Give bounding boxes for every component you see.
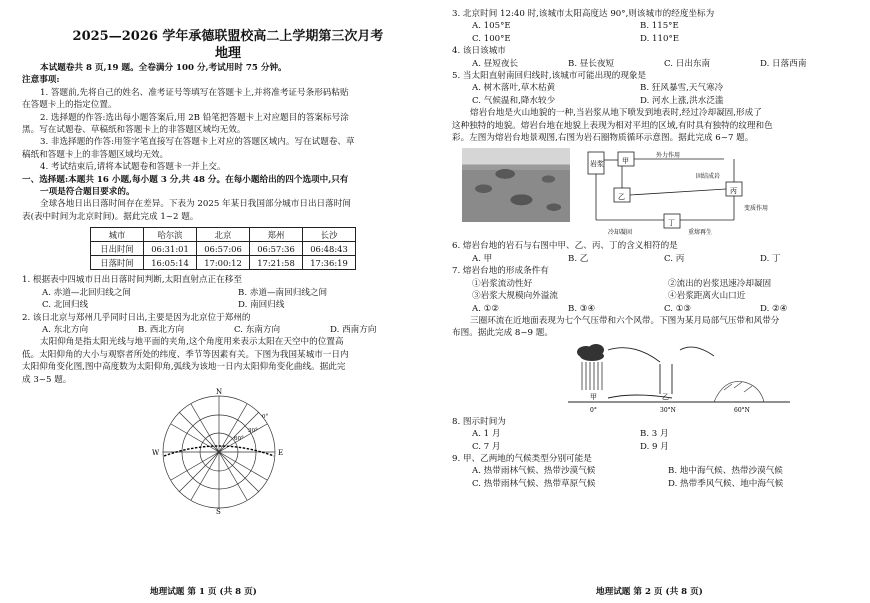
table-header: 城市 [91, 228, 144, 242]
rock-cycle-diagram [584, 148, 774, 238]
option: C. 气候温和,降水较少 [472, 95, 556, 106]
statement: ④岩浆距离火山口近 [668, 291, 746, 302]
option: C. ①③ [664, 303, 692, 314]
question-4-options [452, 58, 864, 70]
south-label: S [216, 507, 221, 514]
question-7-items [452, 290, 864, 302]
process-label: 变质作用 [744, 205, 769, 213]
table-cell: 17:21:58 [250, 256, 303, 270]
question-6-options [452, 253, 864, 265]
yi-label: 乙 [662, 392, 669, 401]
table-header: 长沙 [303, 228, 356, 242]
yi-label: 乙 [618, 193, 625, 202]
question-stem: 太阳仰角是指太阳光线与地平面的夹角,这个角度用来表示太阳在天空中的位置高 [40, 337, 344, 348]
section-heading: 一项是符合题目要求的。 [40, 187, 135, 198]
option: C. 热带雨林气候、热带草原气候 [472, 478, 596, 489]
north-label: N [216, 387, 223, 396]
table-row [91, 242, 356, 256]
option: B. 地中海气候、热带沙漠气候 [668, 466, 783, 477]
question-stem: 熔岩台地是火山地貌的一种,当岩浆从地下喷发到地表时,经过冷却凝固,形成了 [470, 108, 762, 119]
option: C. 100°E [472, 33, 511, 44]
statement: ②流出的岩浆迅速冷却凝固 [668, 278, 772, 289]
question-3: 3. 北京时间 12:40 时,该城市太阳高度达 90°,则该城市的经度坐标为 [452, 9, 715, 19]
question-6: 6. 熔岩台地的岩石与右图中甲、乙、丙、丁的含义相符的是 [452, 241, 678, 252]
page-footer-right: 地理试题 第 2 页 (共 8 页) [596, 587, 703, 597]
table-header-row [91, 228, 356, 242]
bing-label: 丙 [730, 187, 737, 196]
option: D. 9 月 [640, 441, 669, 452]
option: B. 狂风暴雪,天气寒冷 [640, 83, 724, 94]
table-cell: 日落时间 [91, 256, 144, 270]
option: D. 日落西南 [760, 58, 807, 69]
elevation-label: 0° [262, 413, 269, 420]
table-cell: 17:36:19 [303, 256, 356, 270]
table-cell: 16:05:14 [144, 256, 197, 270]
option: A. 1 月 [472, 429, 501, 440]
question-7: 7. 熔岩台地的形成条件有 [452, 266, 549, 277]
note-line: 稿纸和答题卡上的非答题区域均无效。 [22, 149, 169, 160]
note-line: 4. 考试结束后,请将本试题卷和答题卡一并上交。 [40, 162, 226, 173]
question-8-options [452, 441, 864, 453]
right-column [452, 8, 864, 490]
process-label: 重熔再生 [688, 229, 713, 237]
question-1-options [22, 299, 434, 311]
option: D. ②④ [760, 303, 788, 314]
jia-label: 甲 [590, 392, 597, 401]
question-7-options [452, 303, 864, 315]
question-stem: 低。太阳仰角的大小与观察者所处的纬度、季节等因素有关。下图为我国某城市一日内 [22, 349, 349, 360]
notes-title: 注意事项: [22, 75, 60, 86]
table-header: 哈尔滨 [144, 228, 197, 242]
page-footer-left: 地理试题 第 1 页 (共 8 页) [150, 587, 257, 597]
question-9-options [452, 478, 864, 490]
option: D. 河水上涨,洪水泛滥 [640, 95, 724, 106]
note-line: 3. 非选择题的作答:用签字笔直接写在答题卡上对应的答题区域内。写在试题卷、草 [40, 137, 355, 148]
note-line: 在答题卡上的指定位置。 [22, 100, 117, 111]
option: B. 3 月 [640, 429, 669, 440]
process-label: 外力作用 [656, 152, 681, 160]
exam-intro: 本试题卷共 8 页,19 题。全卷满分 100 分,考试用时 75 分钟。 [40, 63, 287, 73]
question-8-options [452, 428, 864, 440]
option: A. ①② [472, 303, 500, 314]
sunrise-sunset-table [90, 227, 356, 270]
pressure-wind-diagram [564, 342, 794, 416]
process-label: 冷却凝固 [608, 229, 633, 237]
question-2-options [22, 324, 434, 336]
question-9: 9. 甲、乙两地的气候类型分别可能是 [452, 453, 592, 464]
statement: ③岩浆大规模向外溢流 [472, 291, 558, 302]
exam-title: 2025—2026 学年承德联盟校高二上学期第三次月考 [72, 29, 384, 44]
arrow [630, 189, 726, 195]
hill-icon [714, 381, 764, 402]
option: B. 西北方向 [138, 324, 185, 335]
question-1: 1. 根据表中四城市日出日落时间判断,太阳直射点正在移至 [22, 275, 242, 286]
option: A. 105°E [472, 21, 511, 32]
latitude-label: 30°N [660, 406, 676, 414]
option: C. 丙 [664, 253, 685, 264]
sun-elevation-polar-figure [144, 388, 294, 514]
question-stem: 表(表中时间为北京时间)。据此完成 1~2 题。 [22, 211, 199, 222]
statement: ①岩浆流动性好 [472, 278, 533, 289]
process-label: 固结成岩 [696, 173, 721, 181]
option: B. 昼长夜短 [568, 58, 615, 69]
question-5-options [452, 95, 864, 107]
option: B. 115°E [640, 21, 679, 32]
question-stem: 全球各地日出日落时间存在差异。下表为 2025 年某日我国部分城市日出日落时间 [40, 199, 351, 210]
lava-figures [462, 148, 864, 238]
question-stem: 太阳仰角变化图,图中高度数为太阳仰角,弧线为该地一日内太阳仰角变化曲线。据此完 [22, 362, 346, 373]
option: D. 热带季风气候、地中海气候 [668, 478, 784, 489]
question-stem: 三圈环流在近地面表现为七个气压带和六个风带。下图为某月局部气压带和风带分 [470, 315, 780, 326]
question-stem: 布图。据此完成 8~9 题。 [452, 328, 553, 339]
table-cell: 日出时间 [91, 242, 144, 256]
question-5: 5. 当太阳直射南回归线时,该城市可能出现的现象是 [452, 71, 647, 82]
question-1-options [22, 287, 434, 299]
option: C. 7 月 [472, 441, 501, 452]
option: A. 甲 [472, 253, 493, 264]
ding-label: 丁 [668, 219, 675, 228]
option: B. ③④ [568, 303, 596, 314]
west-label: W [152, 448, 160, 457]
table-cell: 06:48:43 [303, 242, 356, 256]
option: A. 昼短夜长 [472, 58, 519, 69]
question-stem: 这种独特的地貌。熔岩台地在地貌上表现为相对平坦的区域,有时具有独特的纹理和色 [452, 120, 773, 131]
magma-label: 岩浆 [590, 160, 604, 169]
option: A. 赤道—北回归线之间 [42, 287, 132, 298]
option: D. 丁 [760, 253, 781, 264]
note-line: 1. 答题前,先将自己的姓名、准考证号等填写在答题卡上,并将准考证号条形码粘贴 [40, 87, 349, 98]
elevation-label: 30° [248, 427, 258, 434]
table-cell: 06:57:06 [197, 242, 250, 256]
lava-plateau-photo [462, 148, 570, 222]
table-header: 北京 [197, 228, 250, 242]
section-heading: 一、选择题:本题共 16 小题,每小题 3 分,共 48 分。在每小题给出的四个选项中,只有 [22, 174, 349, 185]
latitude-label: 60°N [734, 406, 750, 414]
question-2: 2. 该日北京与郑州几乎同时日出,主要是因为北京位于郑州的 [22, 312, 251, 323]
table-cell: 06:57:36 [250, 242, 303, 256]
table-cell: 17:00:12 [197, 256, 250, 270]
circulation-arrows [608, 347, 714, 398]
subject-title: 地理 [214, 46, 241, 61]
question-stem: 成 3~5 题。 [22, 374, 72, 385]
question-3-options [452, 33, 864, 45]
elevation-label: 60° [234, 435, 244, 442]
option: B. 赤道—南回归线之间 [238, 287, 328, 298]
option: C. 北回归线 [42, 300, 89, 311]
option: C. 东南方向 [234, 324, 281, 335]
option: B. 乙 [568, 253, 589, 264]
option: A. 热带雨林气候、热带沙漠气候 [472, 466, 596, 477]
option: C. 日出东南 [664, 58, 711, 69]
east-label: E [278, 448, 284, 457]
rain-lines [582, 362, 602, 390]
option: D. 110°E [640, 33, 680, 44]
question-5-options [452, 82, 864, 94]
latitude-label: 0° [590, 406, 597, 414]
option: D. 南回归线 [238, 300, 285, 311]
option: A. 东北方向 [42, 324, 89, 335]
rain-cloud-icon [577, 344, 604, 361]
option: A. 树木落叶,草木枯黄 [472, 83, 556, 94]
question-3-options [452, 20, 864, 32]
question-4: 4. 该日该城市 [452, 46, 506, 57]
note-line: 黑。写在试题卷、草稿纸和答题卡上的非答题区域均无效。 [22, 125, 246, 136]
option: D. 西南方向 [330, 324, 377, 335]
question-8: 8. 图示时间为 [452, 416, 506, 427]
table-header: 郑州 [250, 228, 303, 242]
note-line: 2. 选择题的作答:选出每小题答案后,用 2B 铅笔把答题卡上对应题目的答案标号涂 [40, 112, 349, 123]
question-stem: 彩。左图为熔岩台地景观图,右图为岩石圈物质循环示意图。据此完成 6~7 题。 [452, 133, 754, 144]
table-row [91, 256, 356, 270]
table-cell: 06:31:01 [144, 242, 197, 256]
left-column [22, 8, 434, 514]
jia-label: 甲 [622, 157, 629, 166]
question-7-items [452, 278, 864, 290]
question-9-options [452, 465, 864, 477]
